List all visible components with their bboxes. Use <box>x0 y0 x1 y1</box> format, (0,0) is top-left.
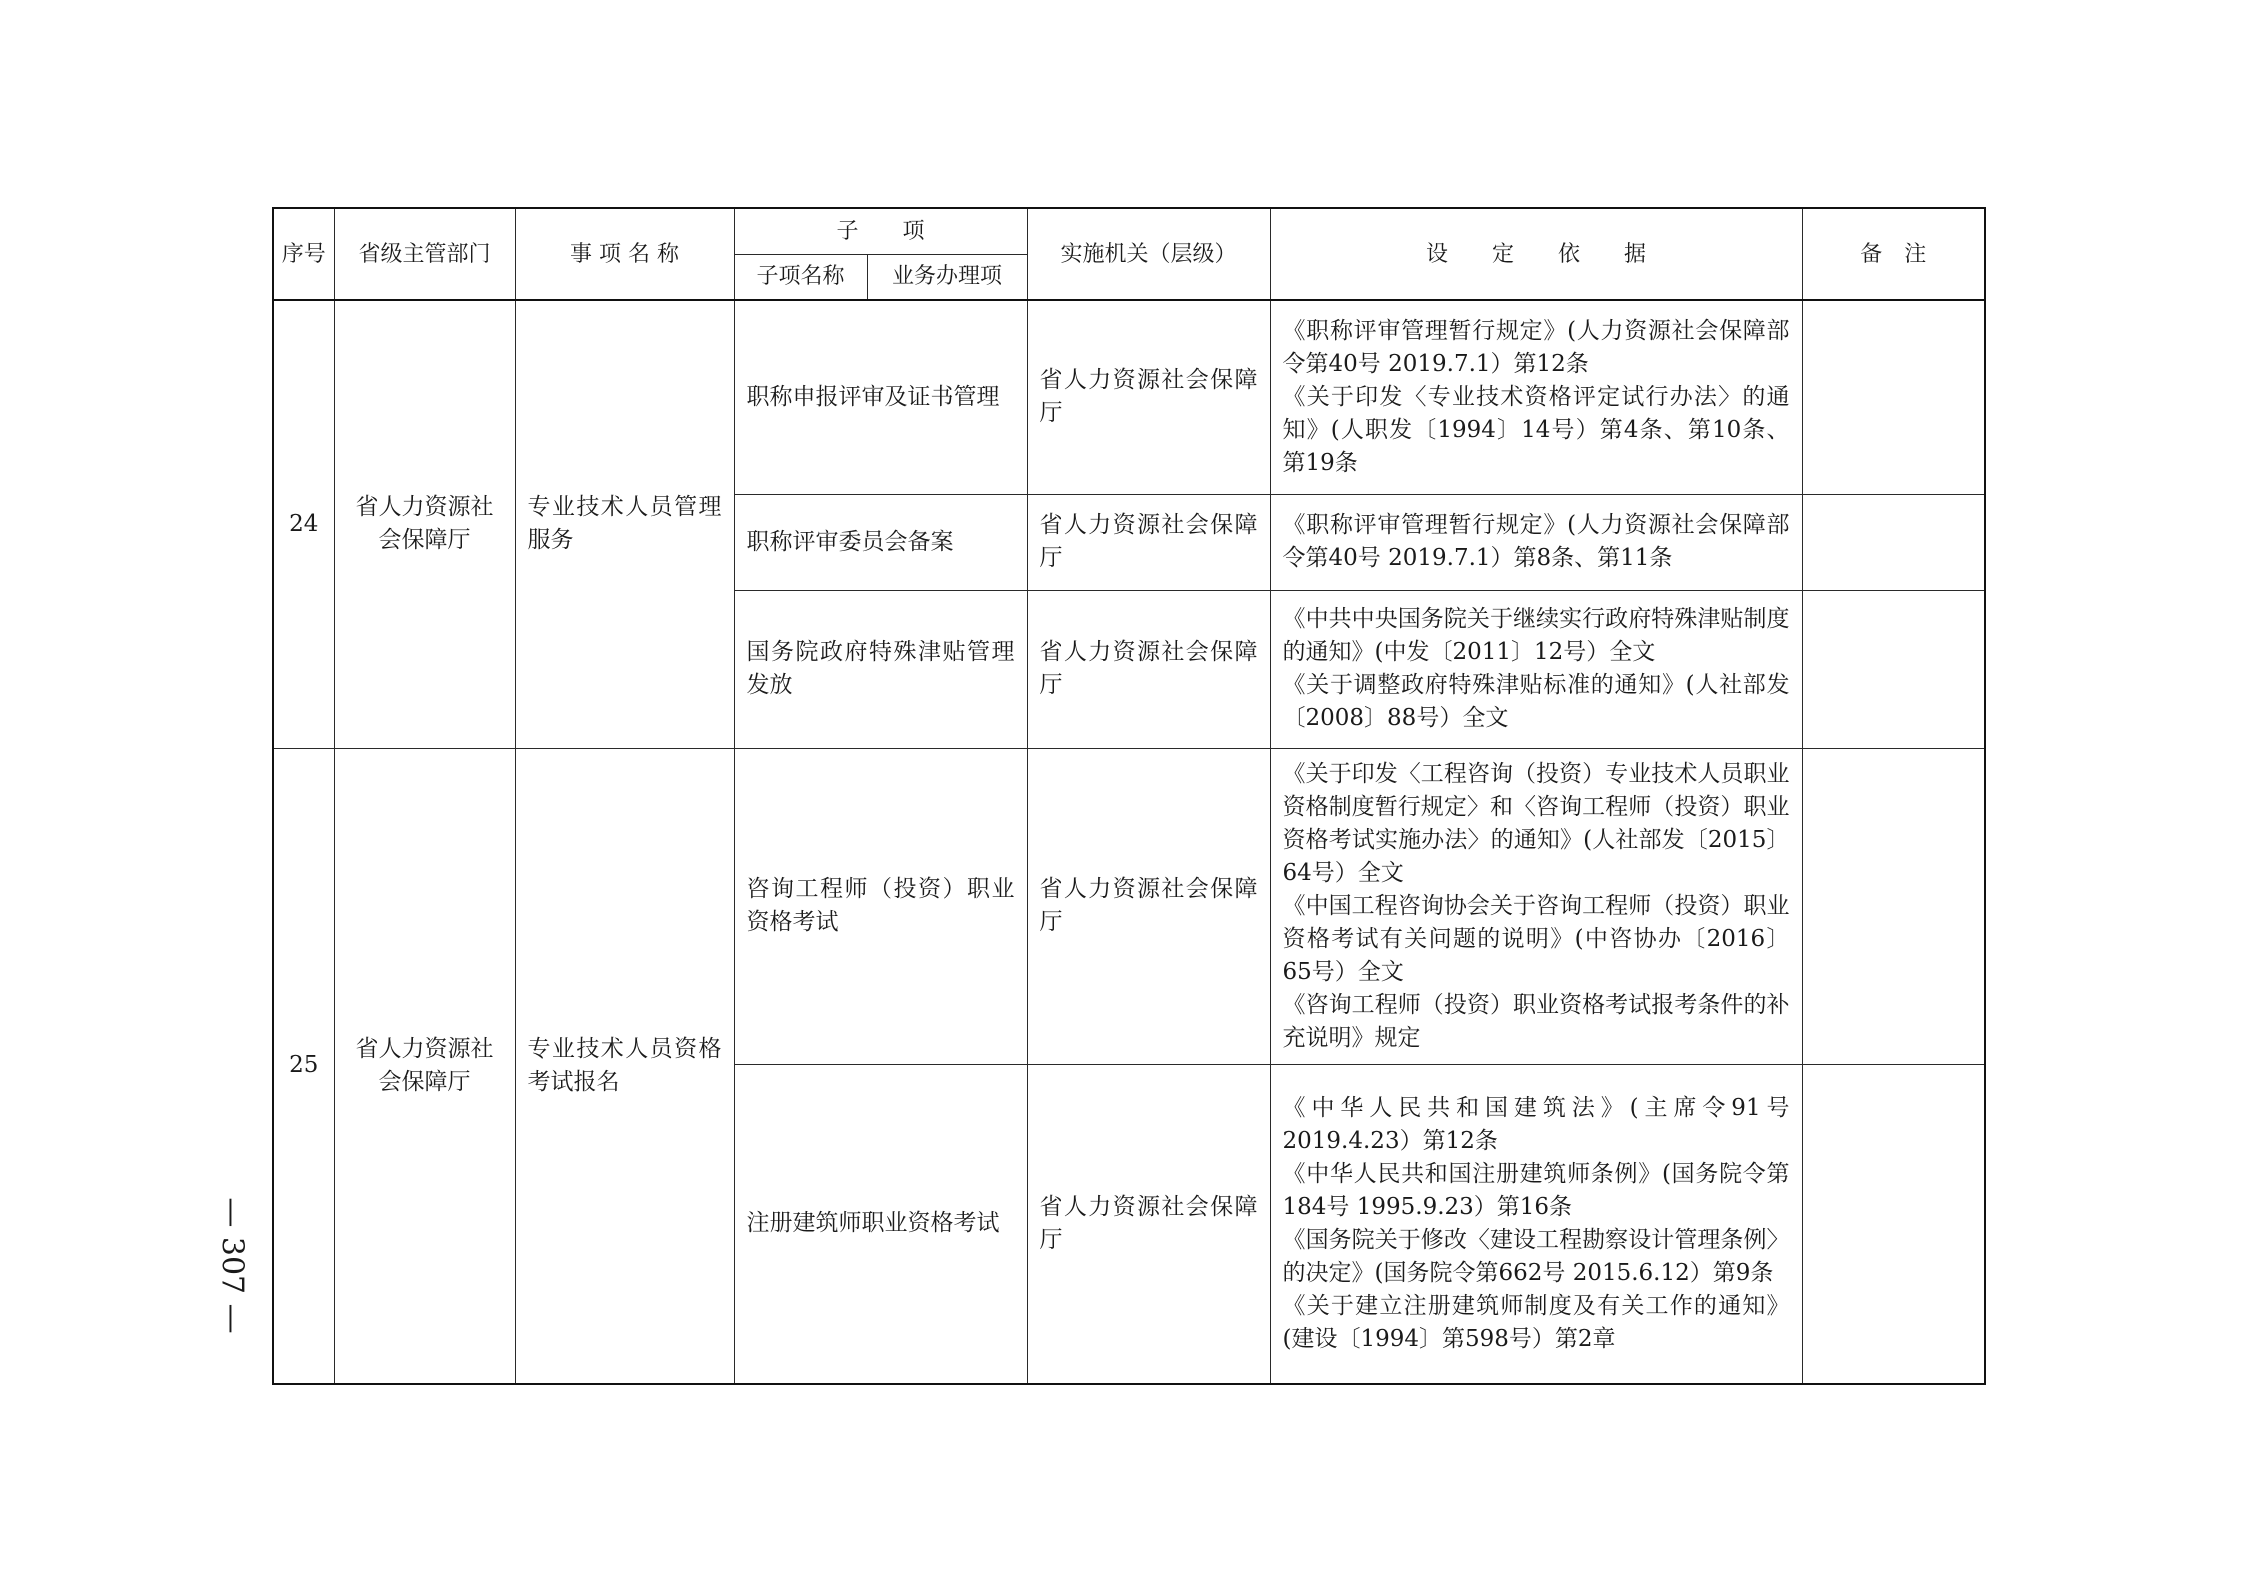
row-sub-item-name: 国务院政府特殊津贴管理发放 <box>734 590 1027 748</box>
row-remark <box>1802 748 1985 1064</box>
page-number-text: — 307 — <box>214 1196 250 1334</box>
row-item-name: 专业技术人员资格考试报名 <box>515 748 734 1384</box>
header-sub-item-name: 子项名称 <box>734 254 867 300</box>
row-agency: 省人力资源社会保障厅 <box>1027 590 1270 748</box>
row-sub-item-name: 注册建筑师职业资格考试 <box>734 1064 1027 1384</box>
table-row <box>273 300 1985 494</box>
table-row <box>273 748 1985 1064</box>
row-department: 省人力资源社会保障厅 <box>334 748 515 1384</box>
row-agency: 省人力资源社会保障厅 <box>1027 748 1270 1064</box>
row-seq: 25 <box>273 748 334 1384</box>
row-agency: 省人力资源社会保障厅 <box>1027 494 1270 590</box>
header-sub-item: 子 项 <box>734 208 1027 254</box>
row-item-name: 专业技术人员管理服务 <box>515 300 734 748</box>
header-business-item: 业务办理项 <box>867 254 1027 300</box>
row-basis: 《中华人民共和国建筑法》(主席令91号 2019.4.23）第12条 《中华人民共和国注册建筑师条例》(国务院令第184号 1995.9.23）第16条 《国务院关于修改〈建设工程勘察设计管理条例〉的决定》(国务院令第662号 2015.6.12）第9条 《关于建立注册建筑师制度及有关工作的通知》(建设〔1994〕第598号）第2章 <box>1270 1064 1802 1384</box>
row-department: 省人力资源社会保障厅 <box>334 300 515 748</box>
row-agency: 省人力资源社会保障厅 <box>1027 1064 1270 1384</box>
page-number <box>214 1175 250 1355</box>
table-header <box>273 208 1985 300</box>
header-basis: 设 定 依 据 <box>1270 208 1802 300</box>
row-sub-item-name: 职称申报评审及证书管理 <box>734 300 1027 494</box>
service-items-table <box>272 207 1986 1385</box>
row-basis: 《关于印发〈工程咨询（投资）专业技术人员职业资格制度暂行规定〉和〈咨询工程师（投资）职业资格考试实施办法〉的通知》(人社部发〔2015〕64号）全文 《中国工程咨询协会关于咨询工程师（投资）职业资格考试有关问题的说明》(中咨协办〔2016〕65号）全文 《咨询工程师（投资）职业资格考试报考条件的补充说明》规定 <box>1270 748 1802 1064</box>
row-basis: 《职称评审管理暂行规定》(人力资源社会保障部令第40号 2019.7.1）第8条、第11条 <box>1270 494 1802 590</box>
row-remark <box>1802 1064 1985 1384</box>
row-basis: 《中共中央国务院关于继续实行政府特殊津贴制度的通知》(中发〔2011〕12号）全文 《关于调整政府特殊津贴标准的通知》(人社部发〔2008〕88号）全文 <box>1270 590 1802 748</box>
header-seq: 序号 <box>273 208 334 300</box>
row-agency: 省人力资源社会保障厅 <box>1027 300 1270 494</box>
header-item-name: 事 项 名 称 <box>515 208 734 300</box>
header-agency: 实施机关（层级） <box>1027 208 1270 300</box>
header-remark: 备 注 <box>1802 208 1985 300</box>
row-remark <box>1802 300 1985 494</box>
row-remark <box>1802 494 1985 590</box>
row-basis: 《职称评审管理暂行规定》(人力资源社会保障部令第40号 2019.7.1）第12条 《关于印发〈专业技术资格评定试行办法〉的通知》(人职发〔1994〕14号）第4条、第10条、第19条 <box>1270 300 1802 494</box>
row-remark <box>1802 590 1985 748</box>
row-seq: 24 <box>273 300 334 748</box>
header-department: 省级主管部门 <box>334 208 515 300</box>
row-sub-item-name: 咨询工程师（投资）职业资格考试 <box>734 748 1027 1064</box>
row-sub-item-name: 职称评审委员会备案 <box>734 494 1027 590</box>
table-body <box>273 300 1985 1384</box>
